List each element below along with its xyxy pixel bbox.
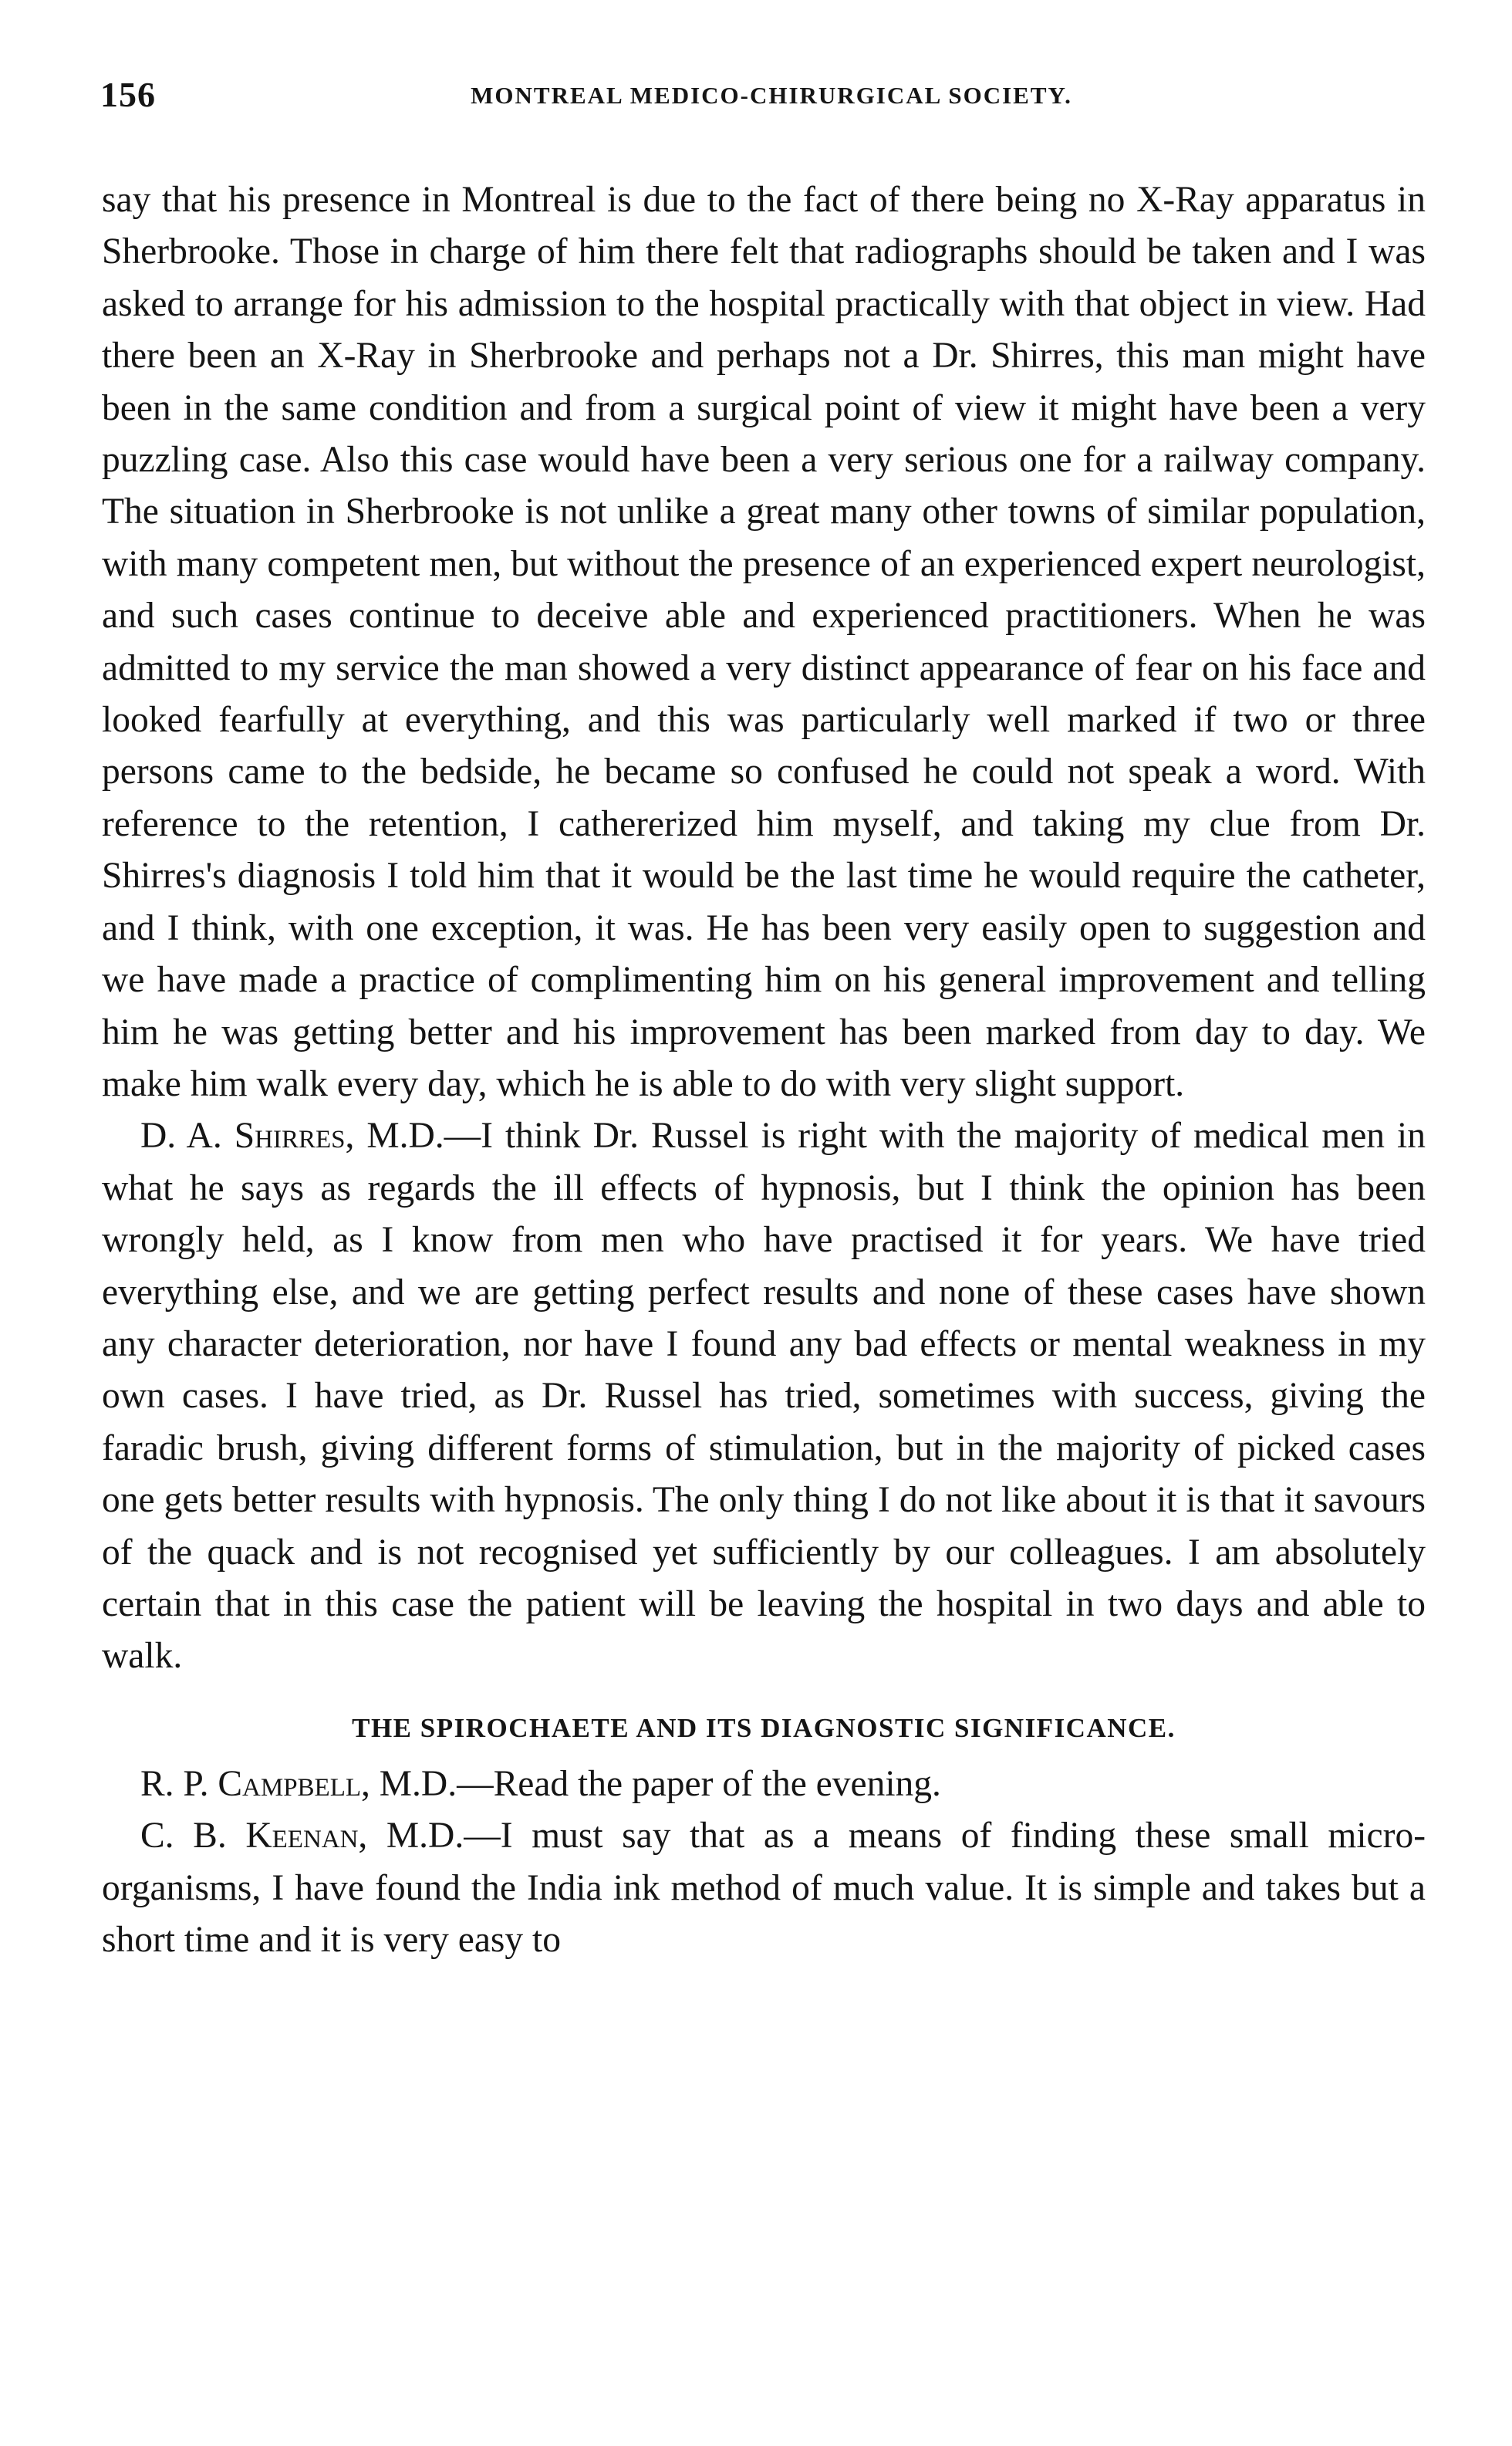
paragraph-text: —I think Dr. Russel is right with the majority of medical men in what he says as regards the ill effects of hypnosis, but I think the opinion has been wrongly held, as I know from men who have practised it for years. We have tried everything else, and we are getting perfect results and none of these cases have shown any character deterioration, nor have I found any bad effects or mental weakness in my own cases. I have tried, as Dr. Russel has tried, sometimes with success, giving the faradic brush, giving different forms of stimulation, but in the majority of picked cases one gets better results with hypnosis. The only thing I do not like about it is that it savours of the quack and is not recognised yet sufficiently by our colleagues. I am absolutely certain that in this case the patient will be leaving the hospital in two days and able to walk. xyxy=(102,1116,1426,1677)
paragraph-campbell xyxy=(102,1758,1426,1810)
paragraph-text: —I must say that as a means of finding these small micro-organisms, I have found the India ink method of much value. It is simple and takes but a short time and it is very easy to xyxy=(102,1816,1426,1960)
paragraph-text: say that his presence in Montreal is due to the fact of there being no X-Ray apparatus in Sherbrooke. Those in charge of him there felt that radiographs should be taken and I was asked to arrange for his admission to the hospital practically with that object in view. Had there been an X-Ray in Sherbrooke and perhaps not a Dr. Shirres, this man might have been in the same condition and from a surgical point of view it might have been a very puzzling case. Also this case would have been a very serious one for a railway company. The situation in Sherbrooke is not unlike a great many other towns of similar population, with many competent men, but without the presence of an experienced expert neurologist, and such cases continue to deceive able and experienced practitioners. When he was admitted to my service the man showed a very distinct appearance of fear on his face and looked fearfully at everything, and this was particularly well marked if two or three persons came to the bedside, he became so confused he could not speak a word. With reference to the retention, I cathererized him myself, and taking my clue from Dr. Shirres's diagnosis I told him that it would be the last time he would require the catheter, and I think, with one exception, it was. He has been very easily open to suggestion and we have made a practice of complimenting him on his general improvement and telling him he was getting better and his improvement has been marked from day to day. We make him walk every day, which he is able to do with very slight support. xyxy=(102,180,1426,1104)
running-head xyxy=(93,74,1419,128)
section-heading: THE SPIROCHAETE AND ITS DIAGNOSTIC SIGNIFICANCE. xyxy=(352,1712,1176,1743)
speaker-name: C. B. Keenan, M.D. xyxy=(140,1816,464,1856)
paragraph-keenan xyxy=(102,1810,1426,1966)
paragraph-continuation xyxy=(102,174,1426,1110)
paragraph-shirres xyxy=(102,1110,1426,1682)
running-title: MONTREAL MEDICO-CHIRURGICAL SOCIETY. xyxy=(471,82,1072,109)
paragraph-text: —Read the paper of the evening. xyxy=(457,1763,941,1804)
page-number: 156 xyxy=(100,75,156,114)
body-text xyxy=(102,174,1426,1966)
speaker-name: R. P. Campbell, M.D. xyxy=(140,1763,457,1804)
speaker-name: D. A. Shirres, M.D. xyxy=(140,1116,444,1157)
